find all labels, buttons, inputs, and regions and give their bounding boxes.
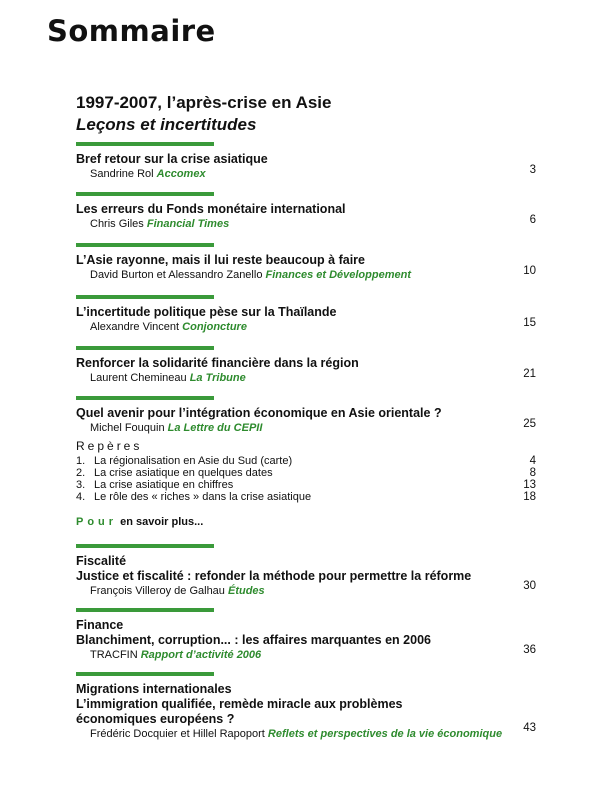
section-heading: Fiscalité bbox=[76, 554, 127, 568]
article-title[interactable]: L’Asie rayonne, mais il lui reste beaucoup à faire bbox=[76, 253, 365, 267]
page-number: 36 bbox=[523, 644, 536, 656]
page-number: 43 bbox=[523, 722, 536, 734]
byline bbox=[90, 727, 536, 741]
byline bbox=[90, 217, 536, 231]
dossier-subtitle: Leçons et incertitudes bbox=[76, 115, 257, 134]
source: Accomex bbox=[156, 168, 206, 180]
toc-entry[interactable] bbox=[76, 672, 536, 741]
item-label: La crise asiatique en chiffres bbox=[94, 479, 234, 491]
item-label: La régionalisation en Asie du Sud (carte) bbox=[94, 455, 293, 467]
toc-entry[interactable] bbox=[76, 346, 536, 385]
byline bbox=[90, 371, 536, 385]
article-title[interactable]: Les erreurs du Fonds monétaire international bbox=[76, 202, 346, 216]
page-number: 10 bbox=[523, 265, 536, 277]
page-number: 30 bbox=[523, 580, 536, 592]
toc-entry[interactable] bbox=[76, 608, 536, 662]
source: Financial Times bbox=[146, 218, 230, 230]
item-label: La crise asiatique en quelques dates bbox=[94, 467, 273, 479]
reperes-item[interactable] bbox=[76, 467, 536, 479]
green-rule bbox=[76, 295, 214, 299]
item-number: 1. bbox=[76, 455, 86, 467]
section-heading: Finance bbox=[76, 618, 124, 632]
green-rule bbox=[76, 396, 214, 400]
reperes-item[interactable] bbox=[76, 479, 536, 491]
source: Conjoncture bbox=[182, 321, 247, 333]
green-rule bbox=[76, 672, 214, 676]
article-title[interactable]: Renforcer la solidarité financière dans la région bbox=[76, 356, 359, 370]
item-number: 2. bbox=[76, 467, 86, 479]
reperes-box bbox=[76, 439, 536, 503]
source: Finances et Développement bbox=[265, 269, 411, 281]
item-number: 3. bbox=[76, 479, 86, 491]
toc-entry[interactable] bbox=[76, 192, 536, 231]
author: Chris Giles bbox=[90, 218, 144, 230]
green-rule bbox=[76, 142, 214, 146]
source: Études bbox=[227, 585, 265, 597]
toc-entry[interactable] bbox=[76, 243, 536, 282]
byline bbox=[90, 648, 536, 662]
author: David Burton et Alessandro Zanello bbox=[90, 269, 263, 281]
reperes-heading: Repères bbox=[76, 439, 143, 453]
page-number: 13 bbox=[523, 479, 536, 491]
page-number: 6 bbox=[529, 214, 536, 226]
source: Reflets et perspectives de la vie économique bbox=[267, 728, 503, 740]
article-title[interactable]: Blanchiment, corruption... : les affaires marquantes en 2006 bbox=[76, 633, 431, 647]
reperes-item[interactable] bbox=[76, 455, 536, 467]
byline bbox=[90, 584, 536, 598]
page-number: 4 bbox=[529, 455, 536, 467]
source: La Tribune bbox=[189, 372, 246, 384]
article-title[interactable]: Bref retour sur la crise asiatique bbox=[76, 152, 268, 166]
article-title[interactable]: Justice et fiscalité : refonder la méthode pour permettre la réforme bbox=[76, 569, 472, 583]
further-reading-label: en savoir plus... bbox=[120, 516, 204, 528]
author: Sandrine Rol bbox=[90, 168, 154, 180]
author: TRACFIN bbox=[90, 649, 138, 661]
page-number: 8 bbox=[529, 467, 536, 479]
green-rule bbox=[76, 192, 214, 196]
author: Frédéric Docquier et Hillel Rapoport bbox=[90, 728, 265, 740]
byline bbox=[90, 167, 536, 181]
page-number: 18 bbox=[523, 491, 536, 503]
page-number: 25 bbox=[523, 418, 536, 430]
page-number: 15 bbox=[523, 317, 536, 329]
item-label: Le rôle des « riches » dans la crise asiatique bbox=[94, 491, 312, 503]
toc-entry[interactable] bbox=[76, 142, 536, 181]
byline bbox=[90, 320, 536, 334]
pour-label: Pour bbox=[76, 516, 118, 528]
toc-entry[interactable] bbox=[76, 396, 536, 435]
source: Rapport d’activité 2006 bbox=[140, 649, 262, 661]
green-rule bbox=[76, 608, 214, 612]
page-number: 3 bbox=[529, 164, 536, 176]
article-title[interactable]: L’incertitude politique pèse sur la Thaïlande bbox=[76, 305, 337, 319]
section-heading: Migrations internationales bbox=[76, 682, 232, 696]
further-reading-heading bbox=[76, 516, 203, 528]
author: Michel Fouquin bbox=[90, 422, 165, 434]
toc-entry[interactable] bbox=[76, 295, 536, 334]
source: La Lettre du CEPII bbox=[167, 422, 263, 434]
article-title[interactable]: Quel avenir pour l’intégration économique en Asie orientale ? bbox=[76, 406, 442, 420]
green-rule bbox=[76, 544, 214, 548]
dossier-title: 1997-2007, l’après-crise en Asie bbox=[76, 93, 332, 112]
byline bbox=[90, 421, 536, 435]
toc-entry[interactable] bbox=[76, 544, 536, 598]
byline bbox=[90, 268, 536, 282]
reperes-item[interactable] bbox=[76, 491, 536, 503]
page-title: Sommaire bbox=[47, 14, 216, 48]
green-rule bbox=[76, 346, 214, 350]
green-rule bbox=[76, 243, 214, 247]
author: Alexandre Vincent bbox=[90, 321, 180, 333]
article-title[interactable]: L’immigration qualifiée, remède miracle aux problèmes économiques européens ? bbox=[76, 697, 403, 726]
page-number: 21 bbox=[523, 368, 536, 380]
item-number: 4. bbox=[76, 491, 86, 503]
author: François Villeroy de Galhau bbox=[90, 585, 225, 597]
author: Laurent Chemineau bbox=[90, 372, 187, 384]
